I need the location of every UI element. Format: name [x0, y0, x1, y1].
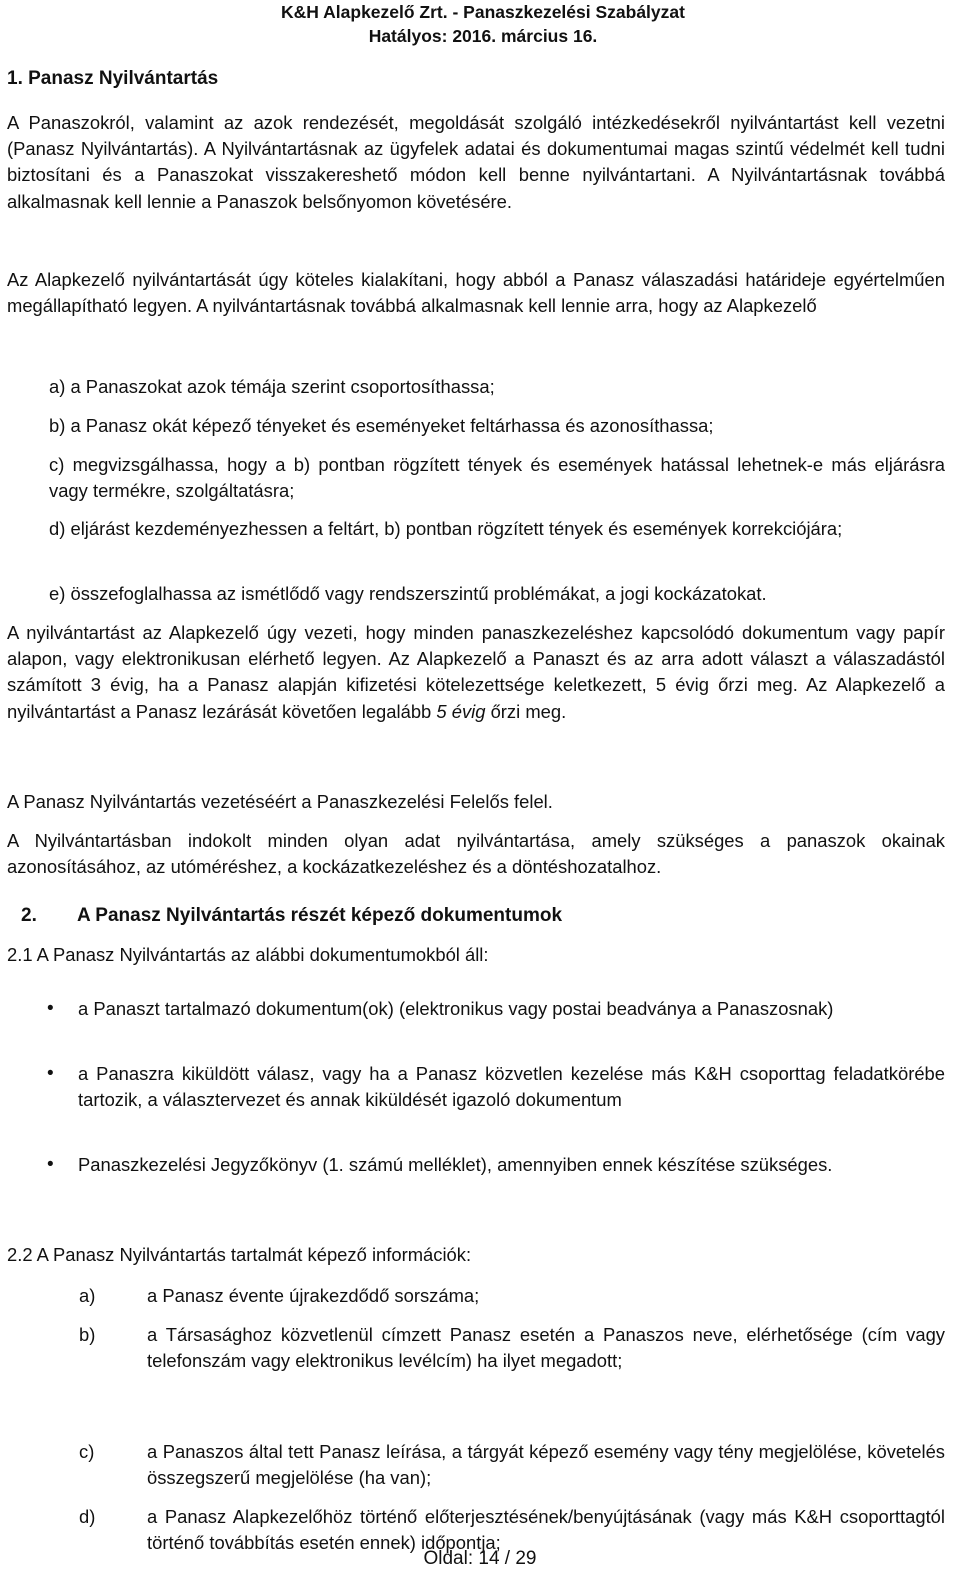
section-1-paragraph-1: A Panaszokról, valamint az azok rendezését, megoldását szolgáló intézkedésekről nyilvántartást kell vezetni (Panasz Nyilvántartás). A Nyilvántartásnak az ügyfelek adatai és dokumentumai magas szintű védelmét kell tudni biztosítani és a Panaszokat visszakereshető módon kell benne nyilvántartani. A Nyilvántartásnak továbbá alkalmasnak kell lennie a Panaszok belsőnyomon követésére. — [7, 112, 945, 212]
section-1-paragraph-3 — [7, 620, 945, 725]
header-effective-date: Hatályos: 2016. március 16. — [368, 26, 598, 46]
section-2-number: 2. — [21, 905, 37, 926]
list-item-a: a) a Panaszokat azok témája szerint csoportosíthassa; — [49, 376, 495, 397]
bullet-text: a Panaszt tartalmazó dokumentum(ok) (elektronikus vagy postai beadványa a Panaszosnak) — [78, 998, 834, 1019]
section-1-paragraph-2: Az Alapkezelő nyilvántartását úgy köteles kialakítani, hogy abból a Panasz válaszadási határideje egyértelműen megállapítható legyen. A nyilvántartásnak továbbá alkalmasnak kell lennie arra, hogy az Alapkezelő — [7, 269, 945, 317]
info-item-text: a Panasz évente újrakezdődő sorszáma; — [147, 1285, 480, 1306]
paragraph-3-end: őrzi meg. — [485, 700, 567, 722]
list-item-e: e) összefoglalhassa az ismétlődő vagy rendszerszintű problémákat, a jogi kockázatokat. — [49, 583, 767, 604]
bullet-icon: • — [47, 998, 54, 1019]
section-2-title: A Panasz Nyilvántartás részét képező dokumentumok — [77, 905, 563, 926]
list-item-d: d) eljárást kezdeményezhessen a feltárt, b) pontban rögzített tények és események korrekciójára; — [49, 518, 843, 539]
section-1-paragraph-4: A Panasz Nyilvántartás vezetéséért a Panaszkezelési Felelős felel. — [7, 791, 553, 812]
list-item-b: b) a Panasz okát képező tényeket és eseményeket feltárhassa és azonosíthassa; — [49, 415, 714, 436]
section-1-paragraph-5: A Nyilvántartásban indokolt minden olyan adat nyilvántartása, amely szükséges a panaszok okainak azonosításához, az utóméréshez, a kockázatkezeléshez és a döntéshozatalhoz. — [7, 830, 945, 878]
page-header — [248, 0, 718, 48]
info-item-text: a Panasz Alapkezelőhöz történő előterjesztésének/benyújtásának (vagy más K&H csoporttagtól történő továbbítás esetén ennek) időpontja; — [147, 1506, 945, 1554]
bullet-icon: • — [47, 1063, 54, 1084]
page-number: Oldal: 14 / 29 — [423, 1548, 537, 1569]
section-1-heading: 1. Panasz Nyilvántartás — [7, 68, 219, 89]
info-item-label: d) — [79, 1506, 96, 1527]
header-title: K&H Alapkezelő Zrt. - Panaszkezelési Szabályzat — [281, 2, 685, 22]
info-item-text: a Társasághoz közvetlenül címzett Panasz esetén a Panaszos neve, elérhetősége (cím vagy telefonszám vagy elektronikus levélcím) ha ilyet megadott; — [147, 1324, 945, 1372]
bullet-icon: • — [47, 1154, 54, 1175]
info-item-label: a) — [79, 1285, 96, 1306]
info-item-label: b) — [79, 1324, 96, 1345]
subsection-2-1-title: 2.1 A Panasz Nyilvántartás az alábbi dokumentumokból áll: — [7, 944, 489, 965]
list-item-c: c) megvizsgálhassa, hogy a b) pontban rögzített tények és események hatással lehetnek-e más eljárásra vagy termékre, szolgáltatásra; — [49, 454, 945, 502]
bullet-text: Panaszkezelési Jegyzőkönyv (1. számú melléklet), amennyiben ennek készítése szükséges. — [78, 1154, 833, 1175]
info-item-label: c) — [79, 1441, 95, 1462]
paragraph-3-text: A nyilvántartást az Alapkezelő úgy vezeti, hogy minden panaszkezeléshez kapcsolódó dokumentum vagy papír alapon, vagy elektronikusan elérhető legyen. Az Alapkezelő a Panaszt és az arra adott választ a válaszadástól számított 3 évig, ha a Panasz alapján kifizetési kötelezettsége keletkezett, 5 évig őrzi meg. Az Alapkezelő a nyilvántartást a Panasz lezárását követően legalább — [7, 622, 945, 722]
info-item-text: a Panaszos által tett Panasz leírása, a tárgyát képező esemény vagy tény megjelölése, követelés összegszerű megjelölése (ha van); — [147, 1441, 945, 1489]
retention-period: 5 évig — [436, 700, 486, 722]
bullet-text: a Panaszra kiküldött válasz, vagy ha a Panasz közvetlen kezelése más K&H csoporttag feladatkörébe tartozik, a választervezet és annak kiküldését igazoló dokumentum — [78, 1063, 945, 1111]
subsection-2-2-title: 2.2 A Panasz Nyilvántartás tartalmát képező információk: — [7, 1244, 472, 1265]
